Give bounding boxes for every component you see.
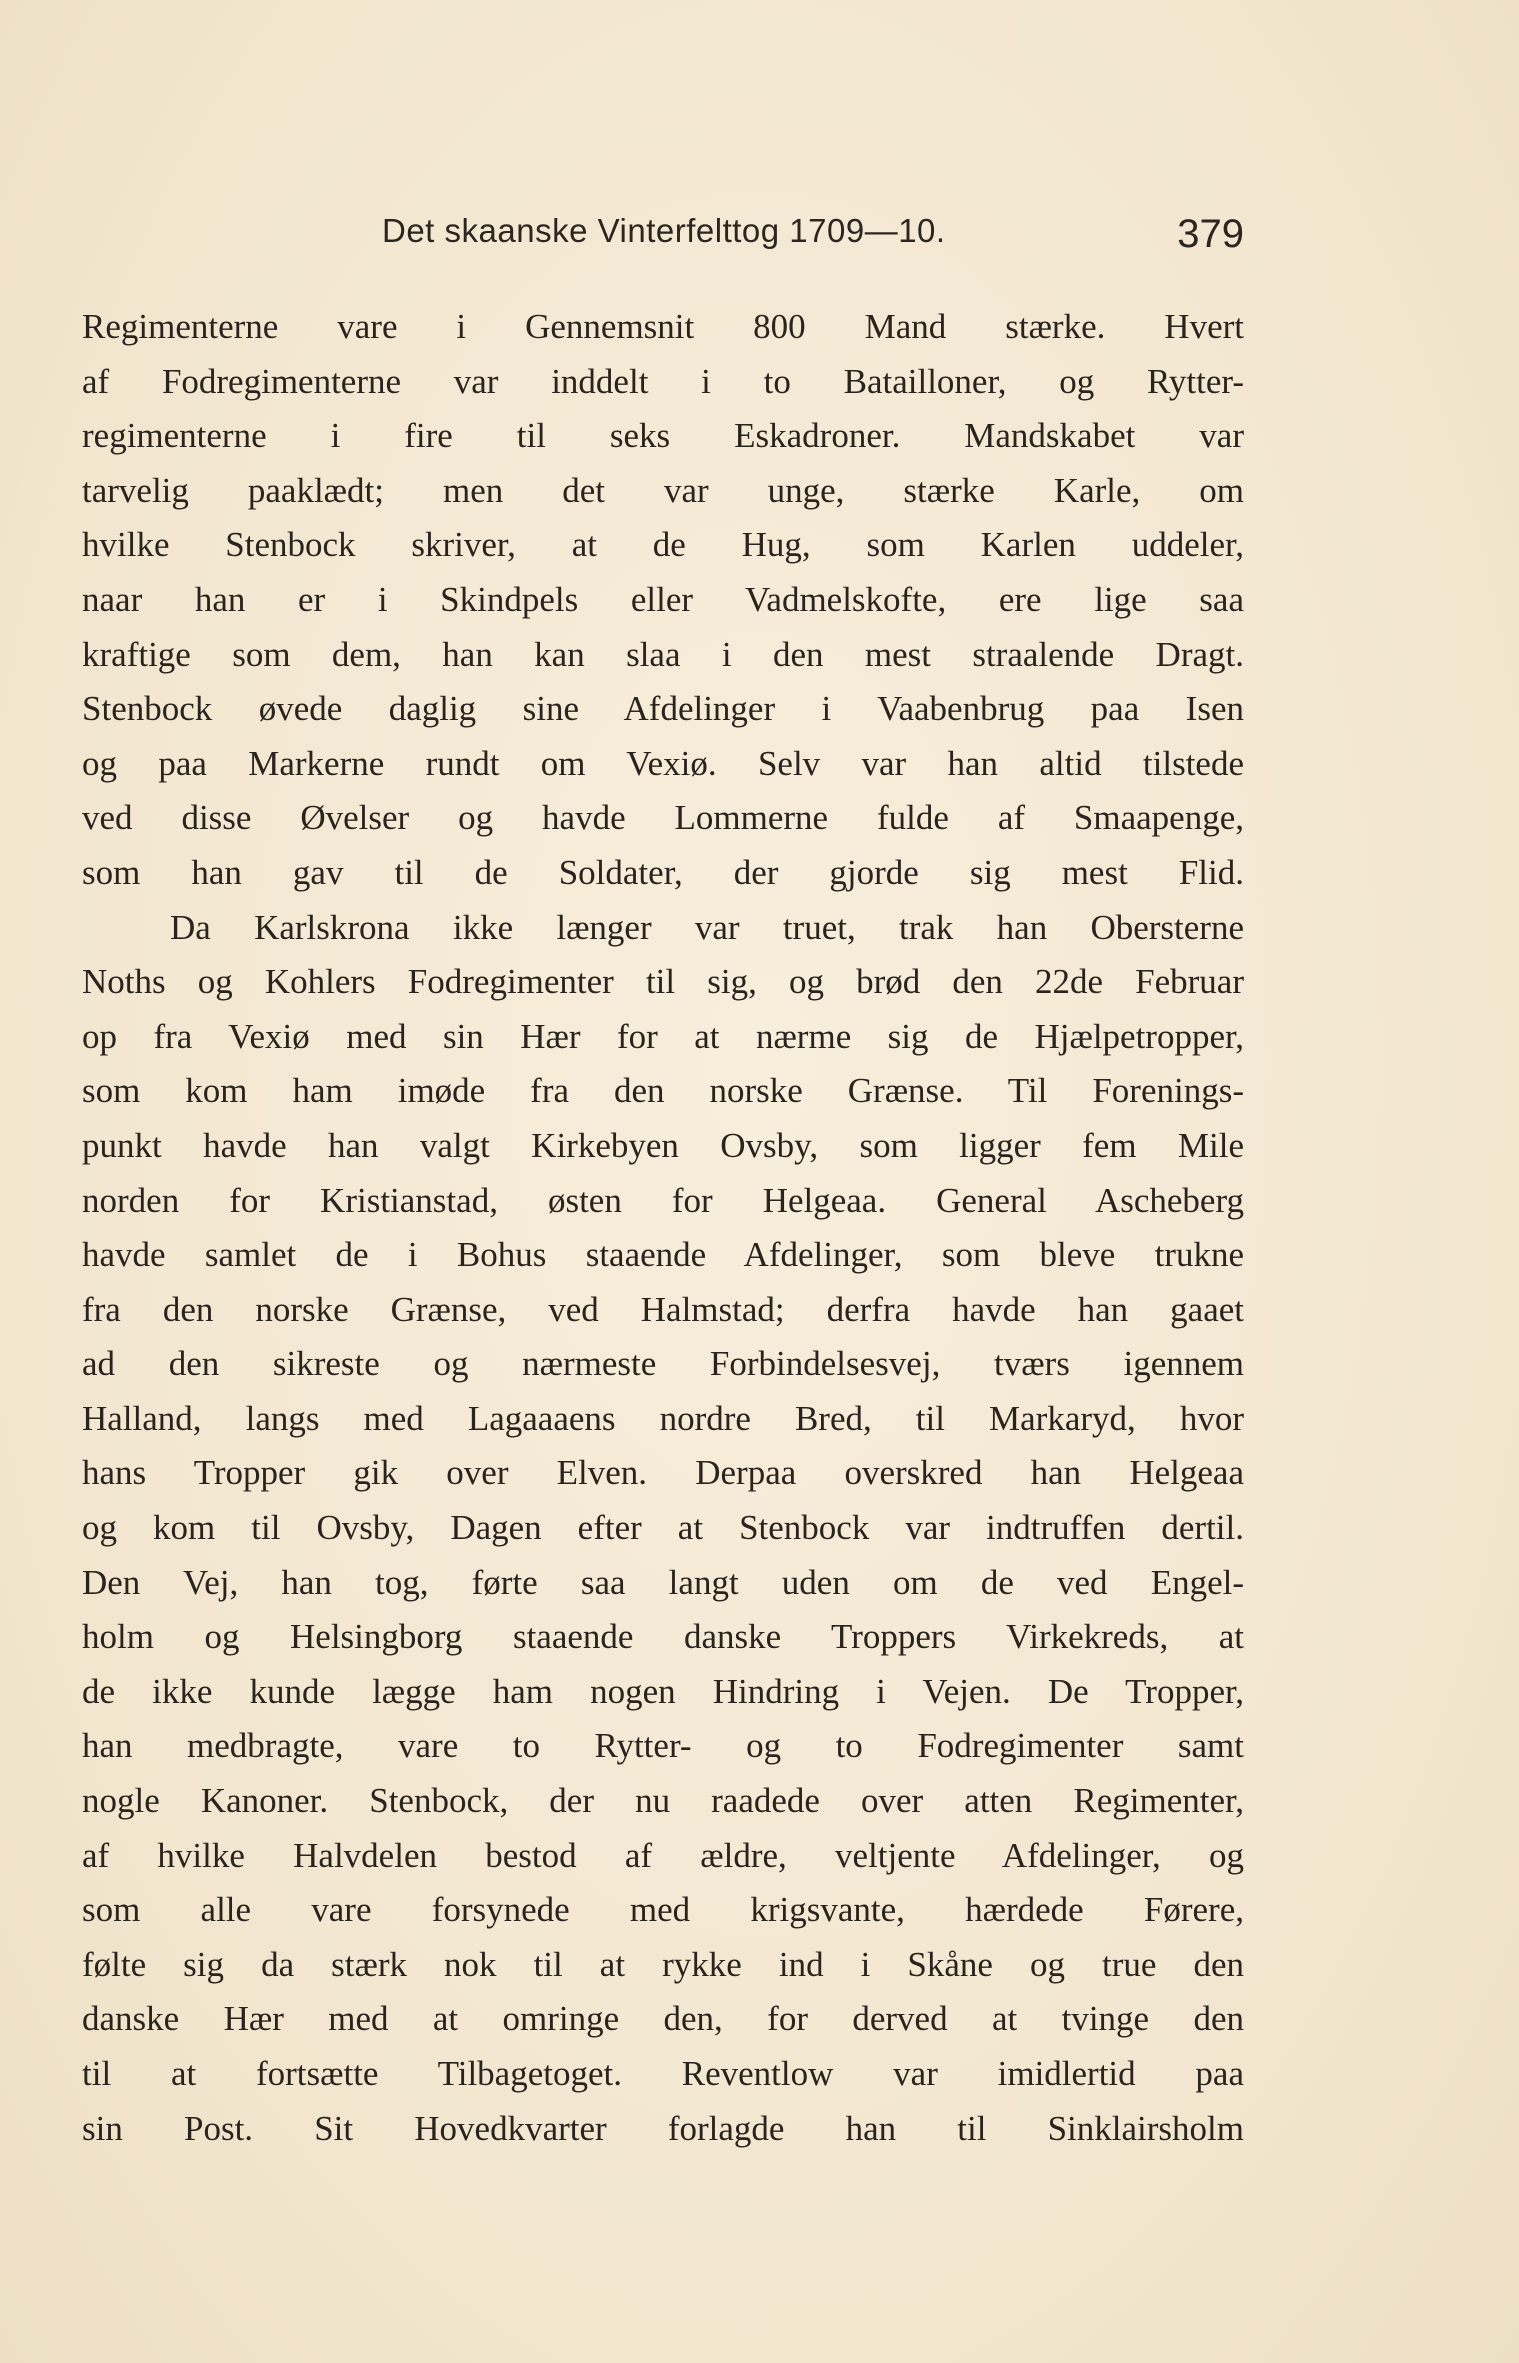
text-line: til at fortsætte Tilbagetoget. Reventlow var imidlertid paa (82, 2054, 1244, 2093)
text-line: nogle Kanoner. Stenbock, der nu raadede over atten Regimenter, (82, 1781, 1244, 1821)
text-line: som alle vare forsynede med krigsvante, hærdede Førere, (82, 1890, 1244, 1930)
text-line: naar han er i Skindpels eller Vadmelskofte, ere lige saa (82, 579, 1244, 619)
text-line: holm og Helsingborg staaende danske Troppers Virkekreds, at (82, 1617, 1244, 1657)
text-line: følte sig da stærk nok til at rykke ind i Skåne og true den (82, 1944, 1244, 1984)
text-line: de ikke kunde lægge ham nogen Hindring i Vejen. De Tropper, (82, 1671, 1244, 1711)
text-line: som kom ham imøde fra den norske Grænse. Til Forenings- (82, 1071, 1244, 1111)
text-line: danske Hær med at omringe den, for derved at tvinge den (82, 1999, 1244, 2039)
text-line: Stenbock øvede daglig sine Afdelinger i Vaabenbrug paa Isen (82, 689, 1244, 729)
text-line: kraftige som dem, han kan slaa i den mest straalende Dragt. (82, 634, 1244, 674)
text-line: af Fodregimenterne var inddelt i to Batailloner, og Rytter- (82, 361, 1244, 401)
text-line: tarvelig paaklædt; men det var unge, stærke Karle, om (82, 470, 1244, 510)
text-line: og kom til Ovsby, Dagen efter at Stenbock var indtruffen dertil. (82, 1508, 1244, 1548)
text-line: punkt havde han valgt Kirkebyen Ovsby, som ligger fem Mile (82, 1125, 1244, 1165)
text-line: op fra Vexiø med sin Hær for at nærme sig de Hjælpetropper, (82, 1016, 1244, 1056)
text-line: hans Tropper gik over Elven. Derpaa overskred han Helgeaa (82, 1453, 1244, 1493)
body-text (82, 300, 1244, 2156)
text-line: regimenterne i fire til seks Eskadroner. Mandskabet var (82, 416, 1244, 456)
text-line: Den Vej, han tog, førte saa langt uden om de ved Engel- (82, 1562, 1244, 1602)
text-line: ved disse Øvelser og havde Lommerne fulde af Smaapenge, (82, 798, 1244, 838)
text-line: havde samlet de i Bohus staaende Afdelinger, som bleve trukne (82, 1235, 1244, 1275)
text-line: Regimenterne vare i Gennemsnit 800 Mand stærke. Hvert (82, 307, 1244, 346)
running-title: Det skaanske Vinterfelttog 1709—10. (382, 212, 946, 249)
text-line: Noths og Kohlers Fodregimenter til sig, og brød den 22de Februar (82, 962, 1244, 1002)
text-line: norden for Kristianstad, østen for Helgeaa. General Ascheberg (82, 1180, 1244, 1220)
text-line: som han gav til de Soldater, der gjorde sig mest Flid. (82, 852, 1244, 892)
text-line: hvilke Stenbock skriver, at de Hug, som Karlen uddeler, (82, 525, 1244, 565)
page-number: 379 (1177, 212, 1244, 256)
text-line: Halland, langs med Lagaaaens nordre Bred, til Markaryd, hvor (82, 1398, 1244, 1438)
page-header (82, 212, 1244, 272)
paragraph-first-line: Da Karlskrona ikke længer var truet, trak han Obersterne (170, 907, 1244, 947)
text-line: sin Post. Sit Hovedkvarter forlagde han til Sinklairsholm (82, 2108, 1244, 2148)
text-line: og paa Markerne rundt om Vexiø. Selv var han altid tilstede (82, 743, 1244, 783)
text-line: af hvilke Halvdelen bestod af ældre, veltjente Afdelinger, og (82, 1835, 1244, 1875)
text-line: fra den norske Grænse, ved Halmstad; derfra havde han gaaet (82, 1289, 1244, 1329)
text-line: ad den sikreste og nærmeste Forbindelsesvej, tværs igennem (82, 1344, 1244, 1384)
text-line: han medbragte, vare to Rytter- og to Fodregimenter samt (82, 1726, 1244, 1766)
